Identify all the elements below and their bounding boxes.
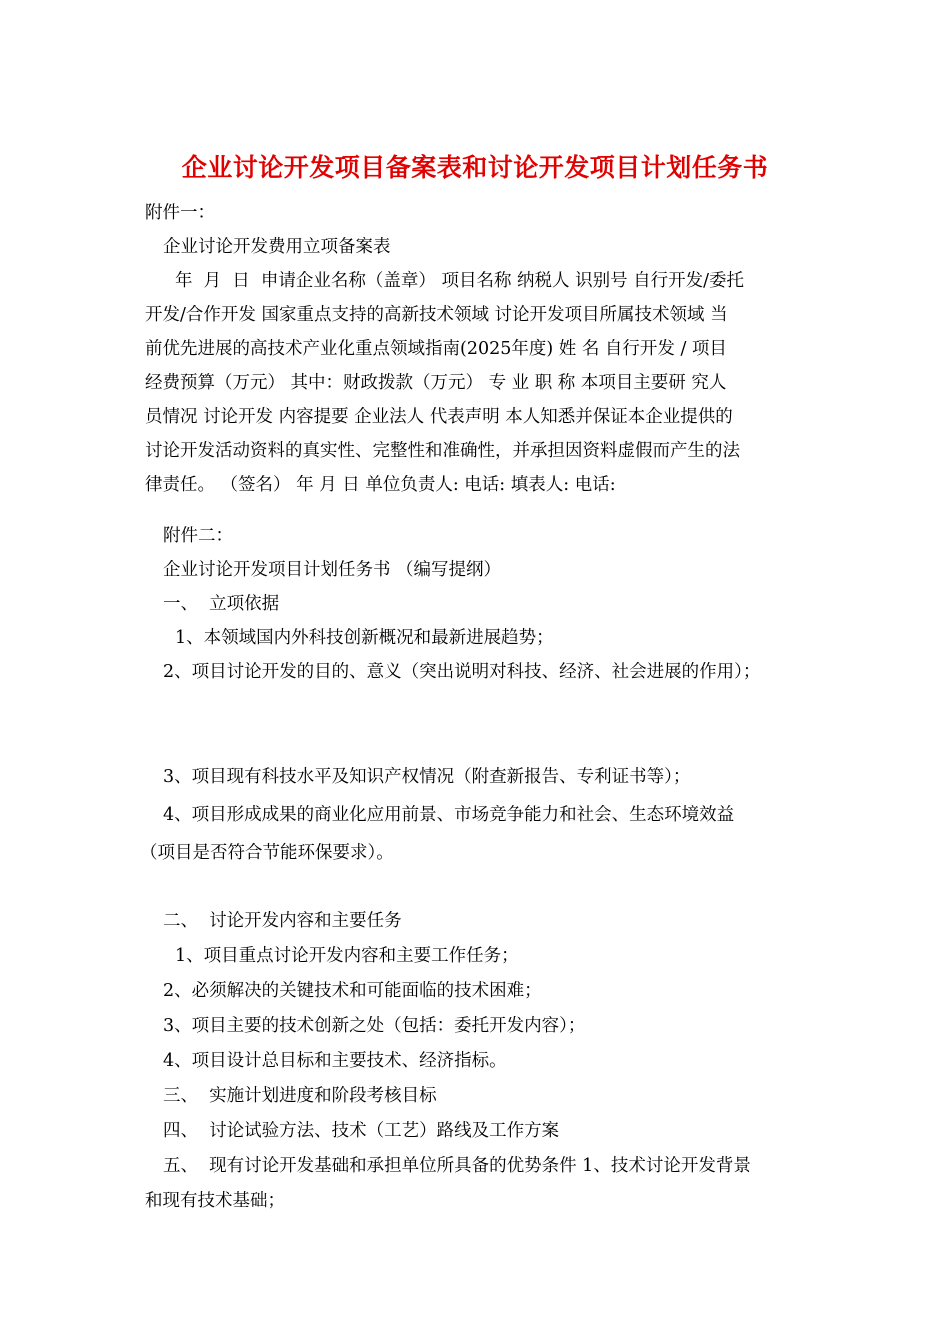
text-line-3: 年 月 日 申请企业名称（盖章） 项目名称 纳税人 识别号 自行开发/委托 [175, 271, 745, 291]
text-line-1: 附件一： [145, 203, 215, 223]
text-line-16: 4、项目形成成果的商业化应用前景、市场竞争能力和社会、生态环境效益 [163, 805, 735, 825]
text-line-14: 2、项目讨论开发的目的、意义（突出说明对科技、经济、社会进展的作用）； [163, 662, 761, 682]
text-line-24: 四、 讨论试验方法、技术（工艺）路线及工作方案 [163, 1121, 560, 1141]
text-line-15: 3、项目现有科技水平及知识产权情况（附查新报告、专利证书等）； [163, 767, 691, 787]
text-line-5: 前优先进展的高技术产业化重点领域指南(2025年度) 姓 名 自行开发 / 项目 [145, 339, 727, 359]
text-line-20: 2、必须解决的关键技术和可能面临的技术困难； [163, 981, 542, 1001]
text-line-13: 1、本领域国内外科技创新概况和最新进展趋势； [175, 628, 554, 648]
text-line-19: 1、项目重点讨论开发内容和主要工作任务； [175, 946, 519, 966]
text-line-4: 开发/合作开发 国家重点支持的高新技术领域 讨论开发项目所属技术领域 当 [145, 305, 728, 325]
text-line-26: 和现有技术基础； [145, 1191, 285, 1211]
text-line-11: 企业讨论开发项目计划任务书 （编写提纲） [163, 560, 502, 580]
text-line-23: 三、 实施计划进度和阶段考核目标 [163, 1086, 437, 1106]
text-line-2: 企业讨论开发费用立项备案表 [163, 237, 391, 257]
text-line-9: 律责任。 （签名） 年 月 日 单位负责人: 电话: 填表人: 电话: [145, 475, 616, 495]
text-line-18: 二、 讨论开发内容和主要任务 [163, 911, 402, 931]
text-line-17: （项目是否符合节能环保要求）。 [140, 843, 394, 863]
text-line-6: 经费预算（万元） 其中：财政拨款（万元） 专 业 职 称 本项目主要研 究人 [145, 373, 727, 393]
text-line-10: 附件二： [163, 526, 233, 546]
text-line-21: 3、项目主要的技术创新之处（包括：委托开发内容）； [163, 1016, 586, 1036]
document-title: 企业讨论开发项目备案表和讨论开发项目计划任务书 [181, 153, 769, 182]
text-line-12: 一、 立项依据 [163, 594, 280, 614]
text-line-22: 4、项目设计总目标和主要技术、经济指标。 [163, 1051, 507, 1071]
text-line-8: 讨论开发活动资料的真实性、完整性和准确性，并承担因资料虚假而产生的法 [145, 441, 740, 461]
text-line-25: 五、 现有讨论开发基础和承担单位所具备的优势条件 1、技术讨论开发背景 [163, 1156, 751, 1176]
text-line-7: 员情况 讨论开发 内容提要 企业法人 代表声明 本人知悉并保证本企业提供的 [145, 407, 733, 427]
